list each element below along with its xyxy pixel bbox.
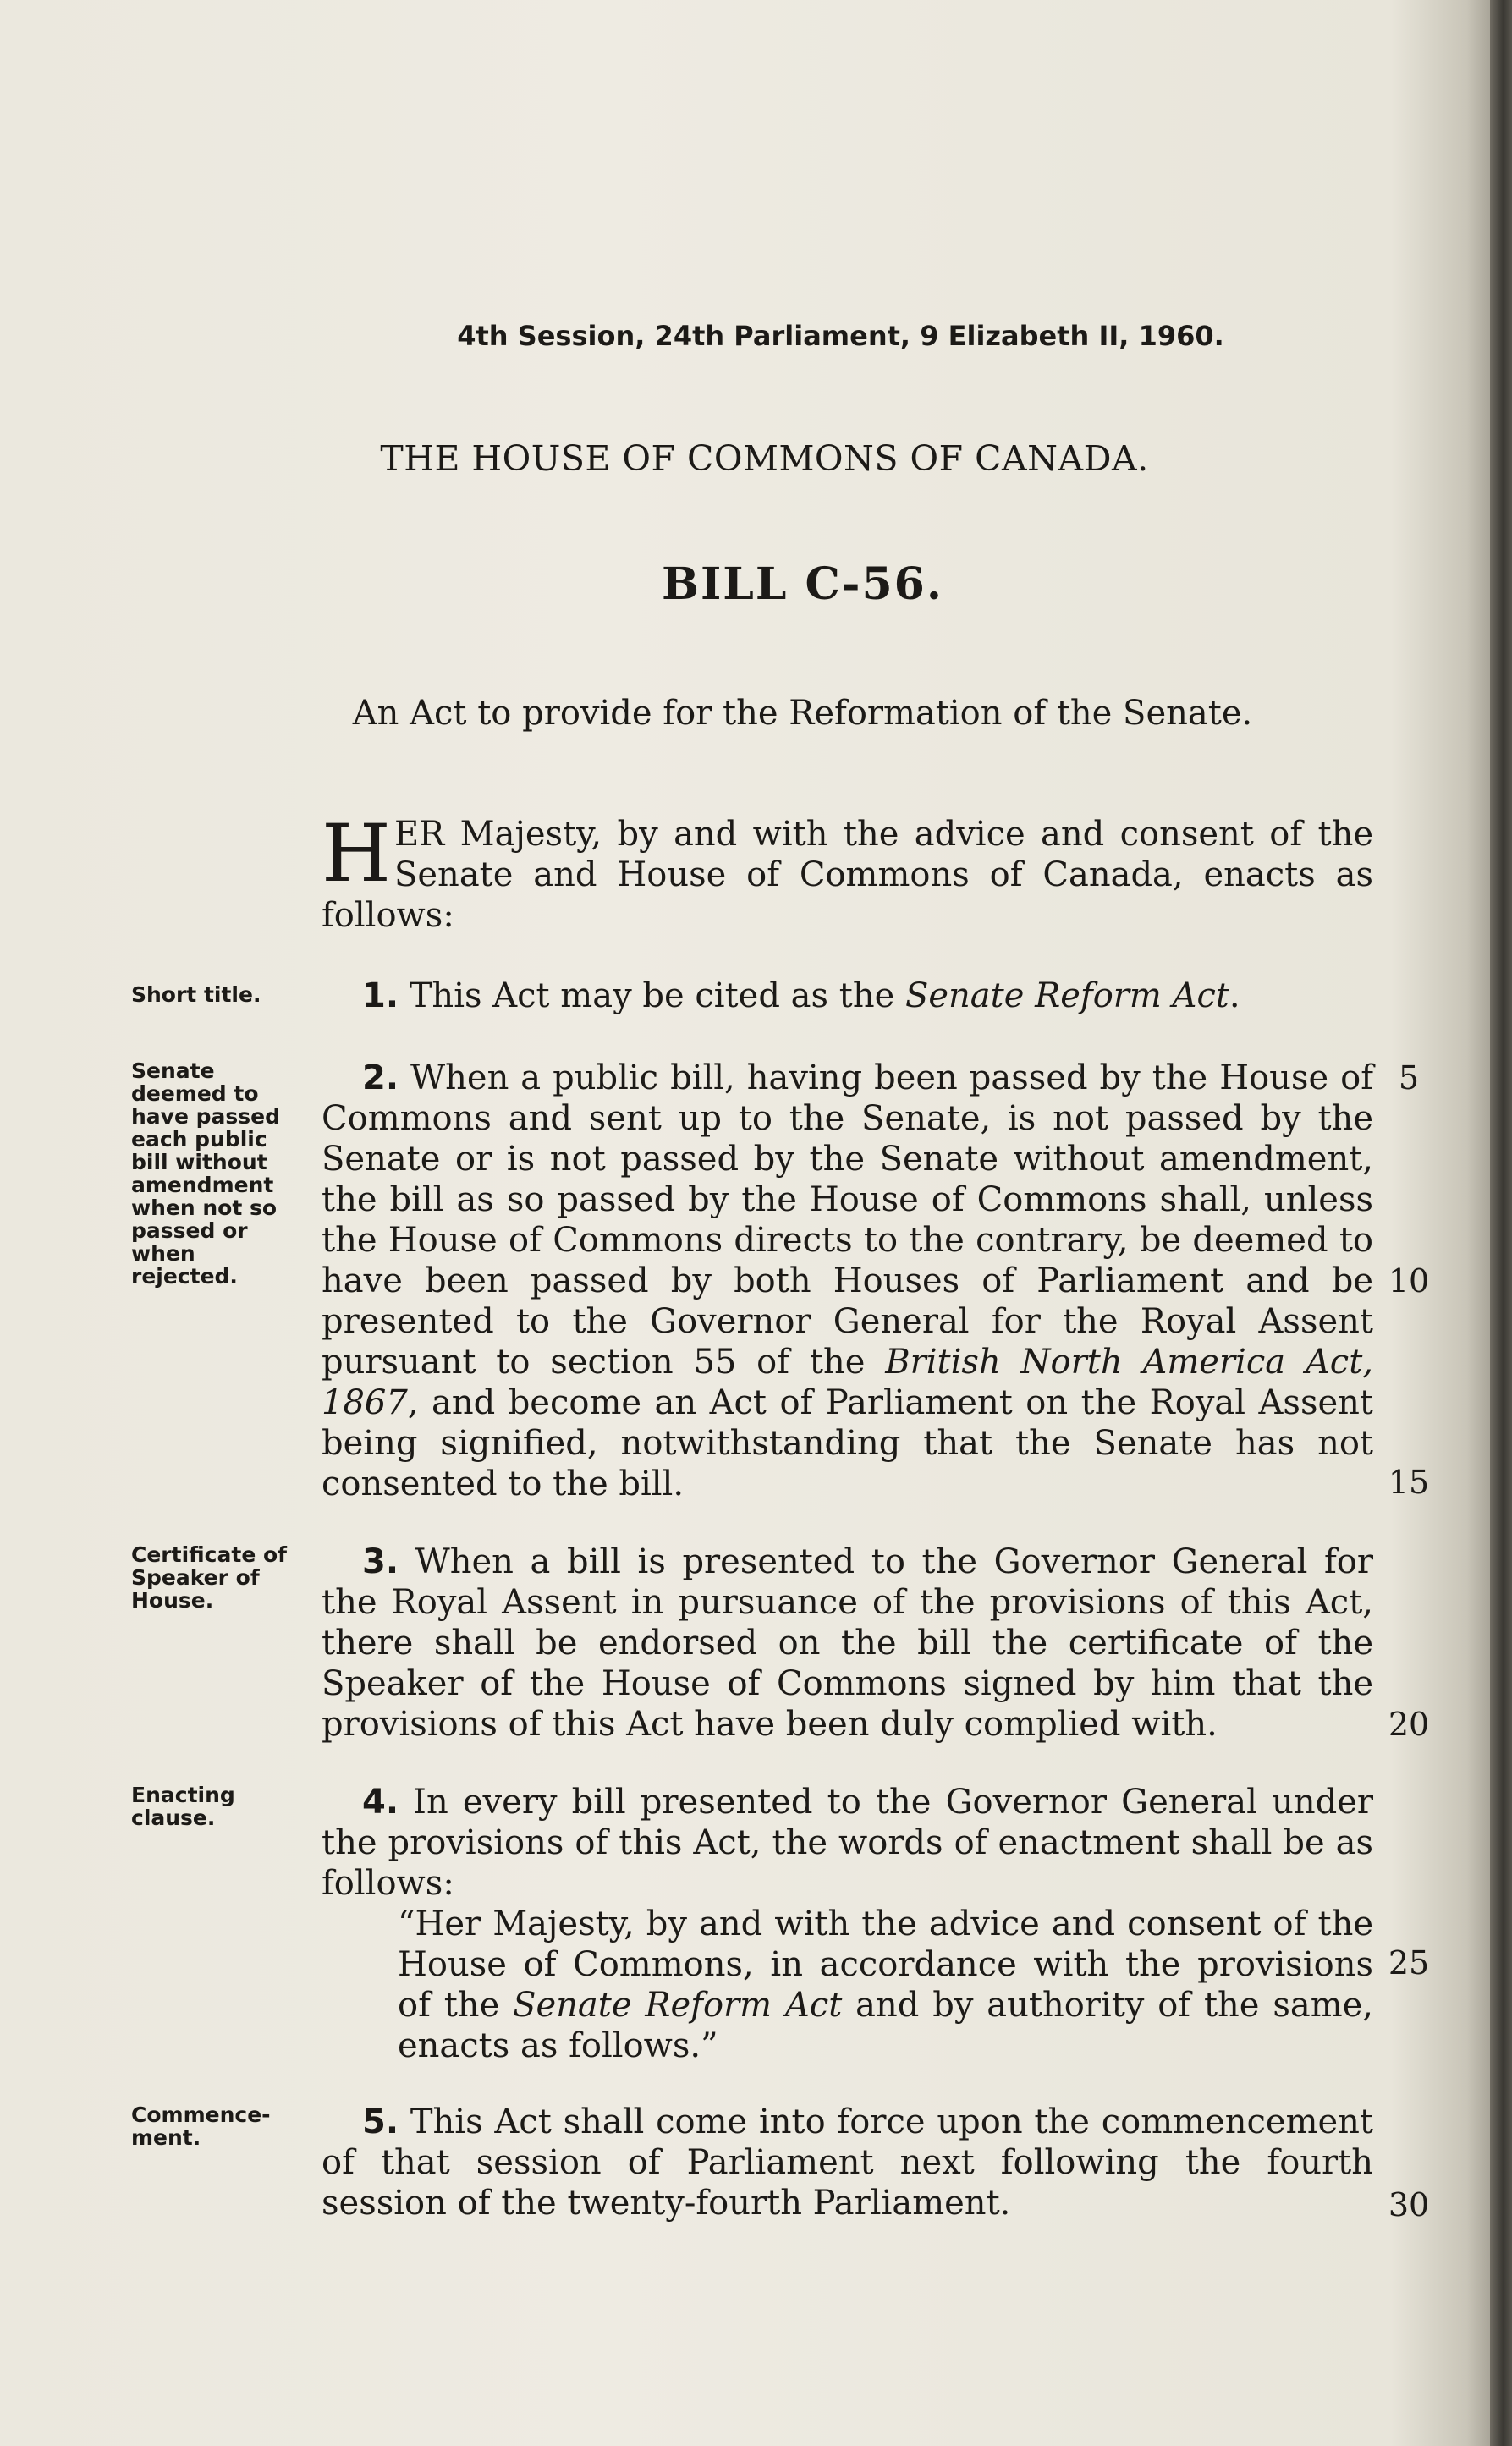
act-title: An Act to provide for the Reformation of the Senate. (352, 694, 1253, 733)
page-edge-shadow (1490, 0, 1512, 2446)
quote-italic: Senate Reform Act (513, 1986, 843, 2025)
session-line: 4th Session, 24th Parliament, 9 Elizabeth II, 1960. (457, 320, 1224, 352)
section-text: This Act may be cited as the (409, 976, 905, 1015)
margin-note-senate-deemed: Senate deemed to have passed each public bill without amendment when not so passed or when rejected. (131, 1058, 281, 1289)
section-number: 1. (362, 976, 399, 1015)
section-1 (362, 976, 1373, 1016)
bill-number: BILL C-56. (662, 558, 943, 610)
section-number: 5. (362, 2102, 399, 2141)
section-4 (322, 1782, 1373, 1904)
enactment-quote (398, 1904, 1373, 2066)
margin-note-short-title: Short title. (131, 982, 261, 1007)
section-italic: Senate Reform Act (904, 976, 1229, 1015)
section-number: 4. (362, 1783, 399, 1822)
drop-cap: H (322, 808, 391, 900)
section-5 (322, 2102, 1373, 2223)
section-3 (322, 1542, 1373, 1745)
preamble (322, 808, 1373, 936)
line-number: 30 (1388, 2186, 1430, 2223)
line-number: 10 (1388, 1262, 1430, 1300)
line-number: 25 (1388, 1944, 1430, 1982)
line-number: 15 (1388, 1464, 1430, 1501)
section-text: This Act shall come into force upon the commencement of that session of Parliament next following the fourth session of the twenty-fourth Parliament. (322, 2102, 1374, 2223)
section-italic: British North America Act, 1867 (322, 1343, 1373, 1422)
quote-text: “Her Majesty, by and with the advice and consent of the House of Commons, in accordance with the provisions of the (398, 1905, 1373, 2025)
section-text-end: , and become an Act of Parliament on the Royal Assent being signified, notwithstanding that the Senate has not consented to the bill. (322, 1383, 1373, 1503)
house-title: THE HOUSE OF COMMONS OF CANADA. (380, 438, 1149, 479)
section-number: 2. (362, 1058, 399, 1097)
section-text: In every bill presented to the Governor General under the provisions of this Act, the words of enactment shall be as follows: (322, 1783, 1373, 1903)
margin-note-commencement: Commence-ment. (131, 2102, 271, 2150)
preamble-text: ER Majesty, by and with the advice and consent of the Senate and House of Commons of Canada, enacts as follows: (322, 815, 1373, 935)
section-text: When a bill is presented to the Governor General for the Royal Assent in pursuance of the provisions of this Act, there shall be endorsed on the bill the certificate of the Speaker of the House of Commons signed by him that the provisions of this Act have been duly complied with. (322, 1542, 1373, 1744)
section-text-end: . (1229, 976, 1240, 1015)
margin-note-certificate: Certificate of Speaker of House. (131, 1542, 288, 1613)
line-number: 20 (1388, 1706, 1430, 1743)
quote-text-end: and by authority of the same, enacts as follows.” (398, 1986, 1374, 2065)
section-2 (322, 1058, 1373, 1504)
line-number: 5 (1398, 1059, 1420, 1097)
section-text: When a public bill, having been passed by the House of Commons and sent up to the Senate, is not passed by the Senate or is not passed by the Senate without amendment, the bill as so passed by the House of Commons shall, unless the House of Commons directs to the contrary, be deemed to have been passed by both Houses of Parliament and be presented to the Governor General for the Royal Assent pursuant to section 55 of the (322, 1058, 1373, 1382)
section-number: 3. (362, 1542, 399, 1581)
margin-note-enacting-clause: Enacting clause. (131, 1783, 235, 1830)
